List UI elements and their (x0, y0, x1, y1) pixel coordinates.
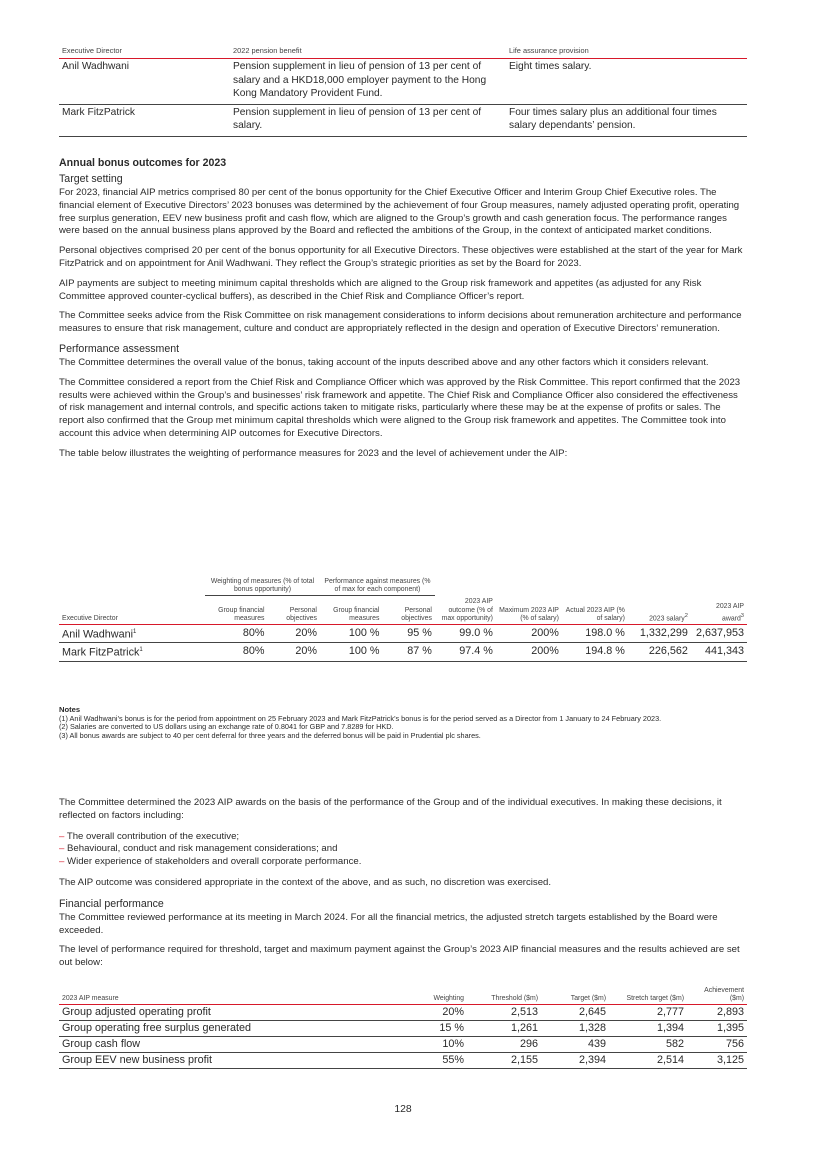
cell: 439 (587, 1037, 606, 1050)
cell: 582 (665, 1037, 684, 1050)
bonus-section (59, 157, 747, 461)
table-row (59, 1052, 747, 1068)
note: (3) All bonus awards are subject to 40 per cent deferral for three years and the deferred bonus will be paid in Prudential plc shares. (59, 730, 481, 740)
cell: 20% (295, 645, 317, 658)
pension-benefit: Pension supplement in lieu of pension of 13 per cent of salary. (233, 106, 482, 131)
table-row: Anil Wadhwani$^1$ 80% 20% 100 % 95 % 99.0 % 200% 198.0 % 1,332,299 2,637,953 (59, 624, 747, 643)
cell: 95 % (407, 626, 432, 639)
col-header: Personal objectives (401, 606, 432, 623)
col-header: 2022 pension benefit (233, 46, 302, 55)
col-header: 2023 AIP award$^3$ (716, 603, 744, 623)
notes (59, 706, 747, 740)
col-header: Actual 2023 AIP (% of salary) (565, 606, 625, 623)
paragraph: AIP payments are subject to meeting minimum capital thresholds which are aligned to the Group risk framework and appetites (as adjusted for any Risk Committee approved counter-cyclical buffers), as described in the Chief Risk and Compliance Officer’s report. (59, 277, 702, 302)
director-name: Anil Wadhwani (62, 61, 130, 72)
cell: 441,343 (704, 645, 744, 658)
cell: 1,328 (578, 1021, 606, 1034)
col-header: Group financial measures (218, 606, 265, 623)
life-assurance: Eight times salary. (509, 61, 592, 72)
subheading-target-setting: Target setting (59, 173, 123, 185)
cell: 2,893 (716, 1005, 744, 1018)
cell: 99.0 % (459, 626, 493, 639)
paragraph: The Committee considered a report from the Chief Risk and Compliance Officer which was approved by the Risk Committee. This report confirmed that the 2023 results were achieved within the Group’s and businesses’ risk framework and appetite. The Chief Risk and Compliance Officer also considered the effectiveness of risk management and internal controls, and specific actions taken to mitigate risks, particularly where these may be at the expense of profits or sales. The report also confirmed that the Group met minimum capital thresholds which were aligned to the Group risk framework and appetites. The Committee took into account this advice when determining AIP outcomes for Executive Directors. (59, 376, 741, 439)
paragraph: The Committee determines the overall value of the bonus, taking account of the inputs described above and any other factors which it considers relevant. (59, 356, 709, 368)
page-number: 128 (394, 1104, 412, 1115)
cell: 2,394 (578, 1053, 606, 1066)
cell: 10% (442, 1037, 464, 1050)
cell: 2,155 (510, 1053, 538, 1066)
col-header: Achievement ($m) (704, 987, 744, 1003)
cell: 756 (725, 1037, 744, 1050)
group-header-performance: Performance against measures (% of max for each component) (320, 578, 435, 595)
table-row (59, 1036, 747, 1052)
aip-table (59, 578, 747, 662)
col-header: Personal objectives (286, 606, 317, 623)
paragraph: The table below illustrates the weighting of performance measures for 2023 and the level of achievement under the AIP: (59, 447, 568, 459)
notes-title: Notes (59, 705, 81, 714)
note: (2) Salaries are converted to US dollars using an exchange rate of 0.8041 for GBP and 7.8289 for HKD. (59, 722, 394, 731)
paragraph: For 2023, financial AIP metrics comprised 80 per cent of the bonus opportunity for the Chief Executive Officer and Interim Group Chief Executive roles. The financial element of Executive Directors’ 2023 bonuses was determined by the achievement of four Group measures, namely adjusted operating profit, operating free surplus generation, EEV new business profit and cash flow, which are aligned to the Group’s growth and cash generation focus. The performance ranges were based on the annual business plans approved by the Board and reflected the ambitions of the Group, in the context of anticipated market conditions. (59, 187, 740, 237)
cell: 2,777 (656, 1005, 684, 1018)
section-title: Annual bonus outcomes for 2023 (59, 157, 227, 169)
measures-table (59, 987, 747, 1069)
col-header: Life assurance provision (509, 46, 589, 55)
cell: 80% (242, 626, 265, 639)
pension-benefit: Pension supplement in lieu of pension of 13 per cent of salary and a HKD18,000 employer payment to the Hong Kong Mandatory Provident Fund. (233, 61, 487, 99)
col-header: Target ($m) (570, 995, 606, 1003)
cell: 80% (242, 645, 265, 658)
list-item: – The overall contribution of the executive; (59, 831, 747, 844)
col-header: Maximum 2023 AIP (% of salary) (499, 606, 559, 623)
cell: 2,645 (578, 1005, 606, 1018)
pension-table (59, 46, 747, 137)
cell: 1,332,299 (639, 626, 688, 639)
cell: 100 % (348, 626, 380, 639)
cell: 2,637,953 (695, 626, 744, 639)
life-assurance: Four times salary plus an additional four times salary dependants’ pension. (509, 106, 717, 131)
cell: 15 % (439, 1021, 464, 1034)
measure-name: Group adjusted operating profit (62, 1005, 211, 1018)
paragraph: The AIP outcome was considered appropriate in the context of the above, and as such, no discretion was exercised. (59, 876, 552, 888)
paragraph: The Committee determined the 2023 AIP awards on the basis of the performance of the Group and of the individual executives. In making these decisions, it reflected on factors including: (59, 797, 722, 821)
paragraph: The Committee reviewed performance at its meeting in March 2024. For all the financial metrics, the adjusted stretch targets established by the Board were exceeded. (59, 911, 718, 936)
col-header: 2023 AIP measure (62, 995, 119, 1003)
cell: 296 (519, 1037, 538, 1050)
factor-list (59, 831, 747, 869)
col-header: Stretch target ($m) (626, 995, 684, 1003)
determination-section (59, 797, 747, 970)
cell: 55% (442, 1053, 464, 1066)
cell: 200% (531, 645, 559, 658)
list-item: – Behavioural, conduct and risk management considerations; and (59, 843, 747, 856)
director-name: Mark FitzPatrick (62, 106, 136, 118)
cell: 87 % (407, 645, 432, 658)
table-row (59, 104, 747, 136)
cell: 2,514 (656, 1053, 684, 1066)
cell: 198.0 % (585, 626, 625, 639)
cell: 1,395 (716, 1021, 744, 1034)
cell: 226,562 (648, 645, 688, 658)
col-header: 2023 salary$^2$ (649, 612, 688, 623)
cell: 194.8 % (585, 645, 625, 658)
director-name: Anil Wadhwani (62, 628, 134, 641)
col-header: Threshold ($m) (491, 995, 538, 1003)
col-header: Weighting (433, 995, 464, 1003)
list-item: – Wider experience of stakeholders and overall corporate performance. (59, 856, 747, 869)
table-row (59, 59, 747, 105)
table-row (59, 1020, 747, 1036)
subheading-financial-performance: Financial performance (59, 897, 164, 910)
group-header-weighting: Weighting of measures (% of total bonus opportunity) (205, 578, 320, 595)
table-row (59, 1004, 747, 1020)
cell: 1,261 (510, 1021, 538, 1034)
col-header: Group financial measures (333, 606, 380, 623)
col-header: Executive Director (62, 615, 118, 623)
subheading-performance-assessment: Performance assessment (59, 342, 180, 355)
measure-name: Group EEV new business profit (62, 1053, 213, 1066)
paragraph: Personal objectives comprised 20 per cent of the bonus opportunity for all Executive Directors. These objectives were established at the start of the year for Mark FitzPatrick and on appointment for Anil Wadhwani. They reflect the Group’s strategic priorities as set by the Board for 2023. (59, 245, 743, 269)
cell: 200% (531, 626, 559, 639)
note: (1) Anil Wadhwani’s bonus is for the period from appointment on 25 February 2023 and Mark FitzPatrick’s bonus is for the period served as a Director from 1 January to 24 February 2023. (59, 713, 662, 723)
measure-name: Group cash flow (62, 1037, 141, 1050)
paragraph: The level of performance required for threshold, target and maximum payment against the Group’s 2023 AIP financial measures and the results achieved are set out below: (59, 944, 740, 969)
col-header: 2023 AIP outcome (% of max opportunity) (441, 598, 493, 623)
cell: 2,513 (510, 1005, 538, 1018)
col-header: Executive Director (62, 46, 122, 55)
cell: 20% (295, 626, 317, 639)
cell: 3,125 (716, 1053, 744, 1066)
cell: 1,394 (656, 1021, 684, 1034)
cell: 20% (442, 1005, 464, 1018)
cell: 100 % (348, 645, 380, 658)
measure-name: Group operating free surplus generated (62, 1021, 252, 1034)
table-row: Mark FitzPatrick$^1$ 80% 20% 100 % 87 % 97.4 % 200% 194.8 % 226,562 441,343 (59, 643, 747, 662)
cell: 97.4 % (459, 645, 493, 658)
director-name: Mark FitzPatrick (62, 646, 140, 659)
paragraph: The Committee seeks advice from the Risk Committee on risk management considerations to inform decisions about remuneration architecture and performance measures to ensure that risk management, culture and conduct are appropriately reflected in the design and operation of Executive Directors’ remuneration. (59, 310, 742, 335)
